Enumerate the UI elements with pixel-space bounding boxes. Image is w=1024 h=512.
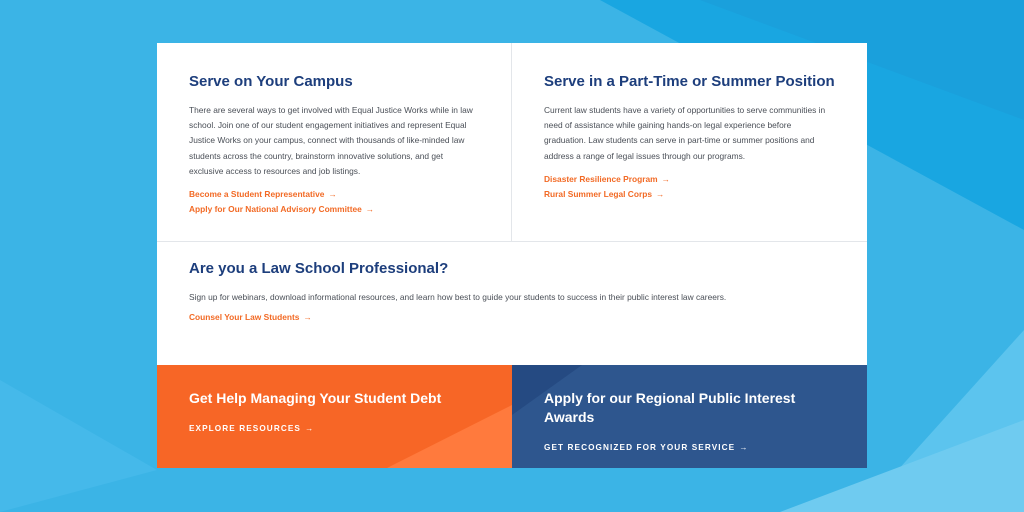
student-debt-title: Get Help Managing Your Student Debt: [189, 390, 442, 406]
disaster-resilience-link[interactable]: [544, 172, 835, 187]
advisory-committee-link[interactable]: [189, 202, 479, 217]
student-debt-tile[interactable]: [157, 365, 512, 468]
professional-description: Sign up for webinars, download informational resources, and learn how best to guide your students to success in their public interest law careers.: [189, 292, 727, 302]
student-representative-link[interactable]: [189, 187, 479, 202]
parttime-description: Current law students have a variety of opportunities to serve communities in need of assistance while gaining hands-on legal experience before graduation. Law students can serve in part-time or summer positions and address a range of legal issues through our programs.: [544, 105, 826, 161]
awards-title: Apply for our Regional Public Interest Awards: [544, 390, 796, 425]
campus-section: [157, 43, 512, 241]
link-label: Counsel Your Law Students: [189, 312, 300, 323]
arrow-right-icon: →: [661, 173, 670, 184]
professional-section: [157, 242, 867, 365]
arrow-right-icon: →: [739, 443, 749, 452]
get-recognized-link[interactable]: [544, 443, 749, 452]
campus-title: Serve on Your Campus: [189, 73, 353, 90]
campus-description: There are several ways to get involved with Equal Justice Works while in law school. Join one of our student engagement initiatives and represent Equal Justice Works on your campus, connect with thousands of like-minded law students across the country, brainstorm innovative solutions, and get exclusive access to resources and job listings.: [189, 105, 473, 176]
explore-resources-link[interactable]: [189, 424, 314, 433]
link-label: Apply for Our National Advisory Committee: [189, 204, 362, 215]
link-label: Rural Summer Legal Corps: [544, 188, 652, 199]
counsel-students-link[interactable]: [189, 310, 835, 325]
link-label: Disaster Resilience Program: [544, 173, 658, 184]
content-card: [157, 43, 867, 468]
arrow-right-icon: →: [655, 188, 665, 199]
link-label: EXPLORE RESOURCES: [189, 424, 301, 433]
parttime-title: Serve in a Part-Time or Summer Position: [544, 73, 835, 90]
professional-title: Are you a Law School Professional?: [189, 260, 449, 277]
rural-summer-link[interactable]: [544, 187, 835, 202]
link-label: GET RECOGNIZED FOR YOUR SERVICE: [544, 443, 736, 452]
parttime-section: [512, 43, 867, 241]
arrow-right-icon: →: [365, 204, 375, 215]
arrow-right-icon: →: [304, 424, 315, 433]
awards-tile[interactable]: [512, 365, 867, 468]
tile-decoration: [157, 365, 512, 468]
link-label: Become a Student Representative: [189, 189, 325, 200]
arrow-right-icon: →: [303, 312, 312, 323]
arrow-right-icon: →: [328, 189, 337, 200]
